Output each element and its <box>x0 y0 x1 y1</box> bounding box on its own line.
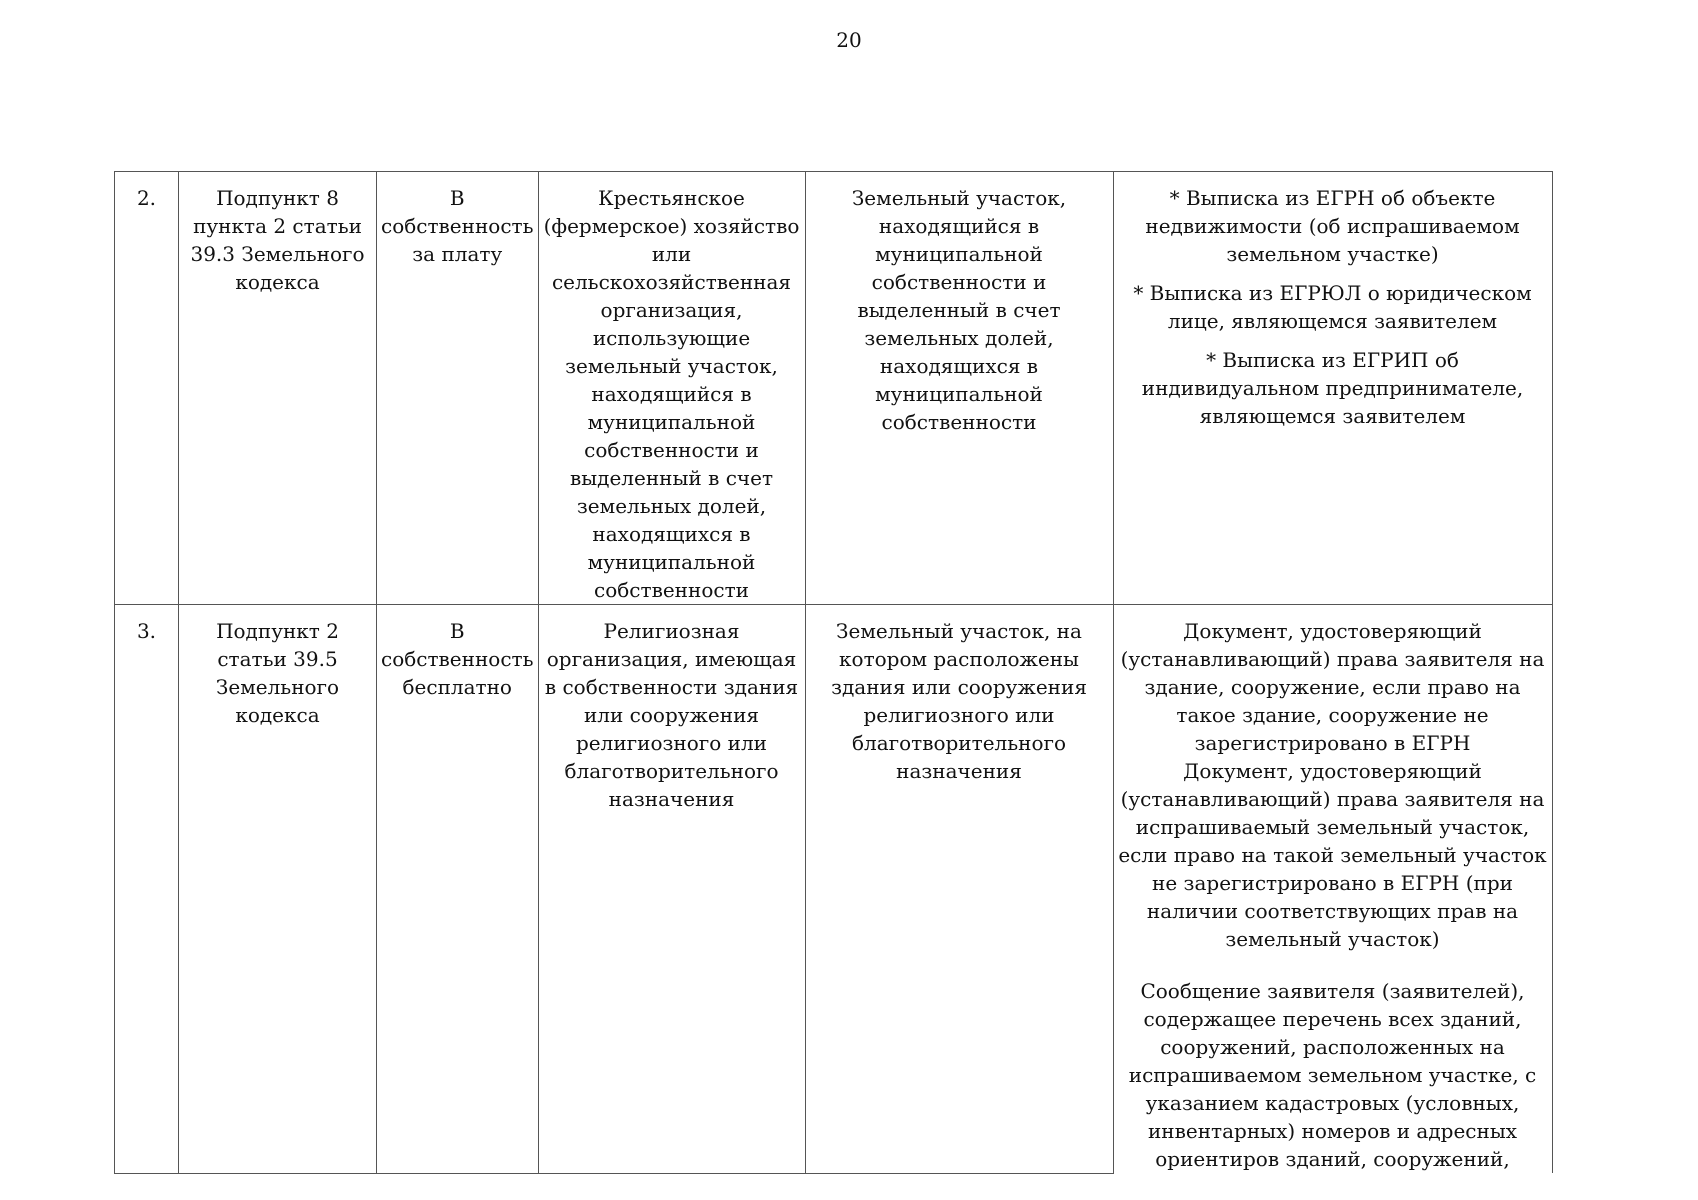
applicant-cell: Религиозная организация, имеющая в собственности здания или сооружения религиозного или благотворительного назначения <box>538 605 805 1174</box>
land-plot-cell: Земельный участок, на котором расположены здания или сооружения религиозного или благотворительного назначения <box>805 605 1113 1174</box>
document-item: Документ, удостоверяющий (устанавливающий) права заявителя на испрашиваемый земельный участок, если право на такой земельный участок не зарегистрировано в ЕГРН (при наличии соответствующих прав на земельный участок) <box>1118 759 1547 951</box>
documents-cell <box>1113 172 1552 605</box>
applicant-cell: Крестьянское (фермерское) хозяйство или сельскохозяйственная организация, использующие земельный участок, находящийся в муниципальной собственности и выделенный в счет земельных долей, находящихся в муниципальной собственности <box>538 172 805 605</box>
row-number-cell: 2. <box>115 172 179 605</box>
grant-form-cell: В собственность за плату <box>377 172 539 605</box>
document-item: * Выписка из ЕГРН об объекте недвижимости (об испрашиваемом земельном участке) <box>1145 186 1520 266</box>
land-plot-cell: Земельный участок, находящийся в муниципальной собственности и выделенный в счет земельных долей, находящихся в муниципальной собственности <box>805 172 1113 605</box>
document-item: * Выписка из ЕГРИП об индивидуальном предпринимателе, являющемся заявителем <box>1141 348 1524 428</box>
legal-basis-cell: Подпункт 2 статьи 39.5 Земельного кодекса <box>179 605 377 1174</box>
document-item: Документ, удостоверяющий (устанавливающий) права заявителя на здание, сооружение, если право на такое здание, сооружение не зарегистрировано в ЕГРН <box>1120 619 1545 755</box>
table-row <box>115 605 1553 1174</box>
table-row <box>115 172 1553 605</box>
document-item: Сообщение заявителя (заявителей), содержащее перечень всех зданий, сооружений, расположенных на испрашиваемом земельном участке, с указанием кадастровых (условных, инвентарных) номеров и адресных ориентиров зданий, сооружений, <box>1128 979 1537 1171</box>
row-number-cell: 3. <box>115 605 179 1174</box>
grant-form-cell: В собственность бесплатно <box>377 605 539 1174</box>
page-number: 20 <box>836 28 862 52</box>
legal-basis-cell: Подпункт 8 пункта 2 статьи 39.3 Земельного кодекса <box>179 172 377 605</box>
documents-cell <box>1113 605 1552 1174</box>
services-table <box>114 171 1553 1174</box>
document-item: * Выписка из ЕГРЮЛ о юридическом лице, являющемся заявителем <box>1133 281 1532 333</box>
